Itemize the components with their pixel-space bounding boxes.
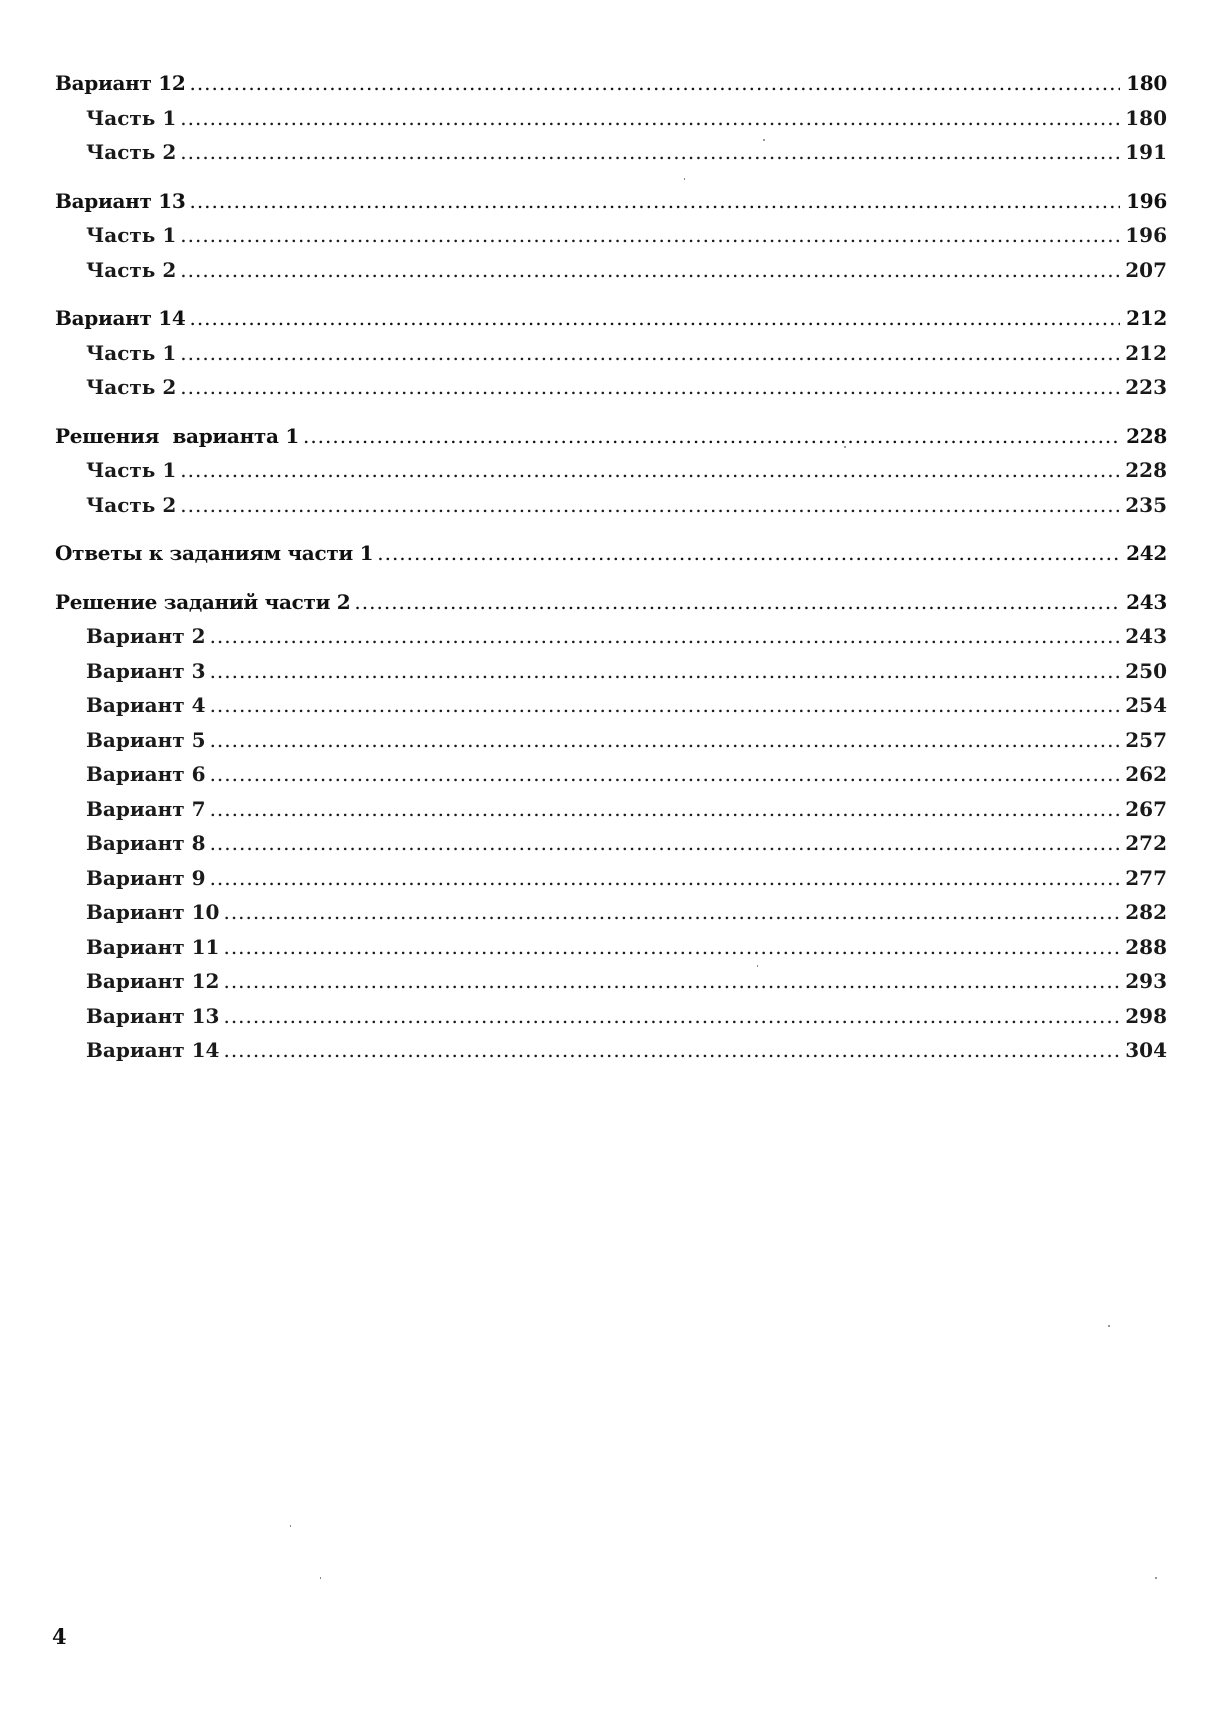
dot-leader	[180, 488, 1119, 523]
dot-leader	[223, 1033, 1119, 1068]
toc-entry[interactable]	[55, 536, 1167, 571]
dot-leader	[189, 184, 1120, 219]
toc-entry-title: Вариант 3	[86, 658, 206, 683]
toc-entry-title: Часть 2	[86, 492, 177, 517]
toc-entry-page: 304	[1125, 1038, 1167, 1062]
scan-speck	[290, 1525, 291, 1527]
dot-leader	[189, 66, 1120, 101]
dot-leader	[210, 619, 1120, 654]
toc-entry-page: 207	[1125, 257, 1167, 282]
toc-entry-title: Вариант 9	[86, 865, 206, 890]
toc-entry[interactable]	[55, 585, 1167, 620]
dot-leader	[210, 861, 1120, 896]
dot-leader	[180, 370, 1119, 405]
dot-leader	[180, 336, 1119, 371]
toc-entry-title: Вариант 5	[86, 727, 206, 752]
scan-speck	[844, 446, 846, 448]
dot-leader	[210, 723, 1120, 758]
toc-entry[interactable]	[55, 964, 1167, 999]
scan-speck	[1108, 1325, 1110, 1327]
toc-entry-title: Вариант 14	[55, 306, 186, 330]
toc-entry-page: 212	[1126, 306, 1167, 330]
dot-leader	[180, 453, 1119, 488]
toc-entry-title: Вариант 6	[86, 762, 206, 786]
toc-entry[interactable]	[55, 253, 1167, 288]
scan-speck	[763, 139, 765, 141]
toc-entry-title: Часть 1	[86, 223, 177, 247]
toc-entry-page: 288	[1125, 934, 1167, 959]
toc-entry-title: Решения варианта 1	[55, 423, 299, 448]
toc-entry[interactable]	[55, 336, 1167, 371]
toc-entry[interactable]	[55, 654, 1167, 689]
toc-entry-title: Часть 2	[86, 375, 177, 399]
toc-entry-title: Вариант 13	[86, 1003, 220, 1028]
toc-entry[interactable]	[55, 861, 1167, 896]
toc-entry-title: Вариант 7	[86, 796, 206, 821]
toc-entry-title: Часть 1	[86, 458, 177, 482]
toc-entry-page: 223	[1125, 375, 1167, 399]
scan-speck	[1155, 1577, 1157, 1579]
toc-entry-title: Ответы к заданиям части 1	[55, 541, 374, 565]
dot-leader	[180, 101, 1119, 136]
scan-speck	[684, 178, 685, 180]
toc-entry-page: 257	[1125, 727, 1167, 752]
page-number: 4	[52, 1624, 67, 1649]
toc-entry-page: 212	[1125, 340, 1167, 365]
toc-entry-page: 262	[1125, 762, 1167, 786]
toc-entry[interactable]	[55, 826, 1167, 861]
table-of-contents	[55, 66, 1167, 1068]
dot-leader	[210, 826, 1120, 861]
toc-entry[interactable]	[55, 999, 1167, 1034]
dot-leader	[223, 999, 1119, 1034]
dot-leader	[189, 301, 1120, 336]
dot-leader	[377, 536, 1120, 571]
toc-entry[interactable]	[55, 895, 1167, 930]
toc-entry-title: Вариант 4	[86, 693, 206, 717]
toc-entry[interactable]	[55, 184, 1167, 219]
scan-speck	[320, 1577, 321, 1579]
toc-entry-title: Вариант 2	[86, 624, 206, 648]
toc-entry-page: 196	[1125, 223, 1167, 247]
dot-leader	[180, 218, 1119, 253]
toc-entry-title: Решение заданий части 2	[55, 589, 351, 614]
toc-entry-page: 250	[1125, 658, 1167, 683]
dot-leader	[223, 895, 1119, 930]
dot-leader	[354, 585, 1120, 620]
dot-leader	[303, 419, 1120, 454]
toc-entry-page: 267	[1125, 796, 1167, 821]
toc-entry[interactable]	[55, 723, 1167, 758]
toc-entry-page: 272	[1125, 831, 1167, 855]
toc-entry-title: Часть 1	[86, 340, 177, 365]
dot-leader	[223, 930, 1119, 965]
toc-entry-title: Вариант 10	[86, 900, 220, 924]
dot-leader	[180, 135, 1119, 170]
toc-entry[interactable]	[55, 619, 1167, 654]
dot-leader	[210, 757, 1120, 792]
toc-entry-title: Вариант 8	[86, 831, 206, 855]
toc-entry-title: Вариант 11	[86, 934, 220, 959]
toc-entry[interactable]	[55, 218, 1167, 253]
dot-leader	[223, 964, 1119, 999]
toc-entry[interactable]	[55, 101, 1167, 136]
toc-entry-page: 191	[1125, 140, 1167, 164]
dot-leader	[210, 688, 1120, 723]
toc-entry[interactable]	[55, 688, 1167, 723]
toc-entry-page: 277	[1125, 865, 1167, 890]
toc-entry-page: 235	[1125, 492, 1167, 517]
scan-speck	[757, 965, 758, 967]
toc-entry-page: 228	[1126, 423, 1167, 448]
dot-leader	[210, 654, 1120, 689]
toc-entry-title: Вариант 13	[55, 188, 186, 213]
toc-entry-title: Вариант 12	[55, 71, 186, 95]
toc-entry[interactable]	[55, 301, 1167, 336]
toc-entry-page: 180	[1126, 71, 1167, 95]
toc-entry[interactable]	[55, 488, 1167, 523]
toc-entry[interactable]	[55, 135, 1167, 170]
toc-entry-title: Часть 2	[86, 140, 177, 164]
toc-entry[interactable]	[55, 757, 1167, 792]
toc-entry-page: 293	[1125, 969, 1167, 993]
toc-entry-page: 254	[1125, 693, 1167, 717]
toc-entry-page: 196	[1126, 188, 1167, 213]
toc-entry-page: 243	[1126, 589, 1167, 614]
toc-entry-title: Часть 2	[86, 257, 177, 282]
dot-leader	[210, 792, 1120, 827]
toc-entry[interactable]	[55, 453, 1167, 488]
toc-entry-page: 242	[1126, 541, 1167, 565]
toc-entry-page: 228	[1125, 458, 1167, 482]
toc-entry-page: 282	[1125, 900, 1167, 924]
toc-entry[interactable]	[55, 370, 1167, 405]
toc-entry[interactable]	[55, 1033, 1167, 1068]
toc-entry[interactable]	[55, 792, 1167, 827]
toc-entry-page: 243	[1125, 624, 1167, 648]
toc-entry[interactable]	[55, 419, 1167, 454]
toc-entry-title: Часть 1	[86, 105, 177, 130]
dot-leader	[180, 253, 1119, 288]
toc-entry[interactable]	[55, 930, 1167, 965]
toc-entry-page: 298	[1125, 1003, 1167, 1028]
toc-entry-page: 180	[1125, 105, 1167, 130]
toc-entry-title: Вариант 14	[86, 1038, 220, 1062]
toc-entry-title: Вариант 12	[86, 969, 220, 993]
toc-entry[interactable]	[55, 66, 1167, 101]
